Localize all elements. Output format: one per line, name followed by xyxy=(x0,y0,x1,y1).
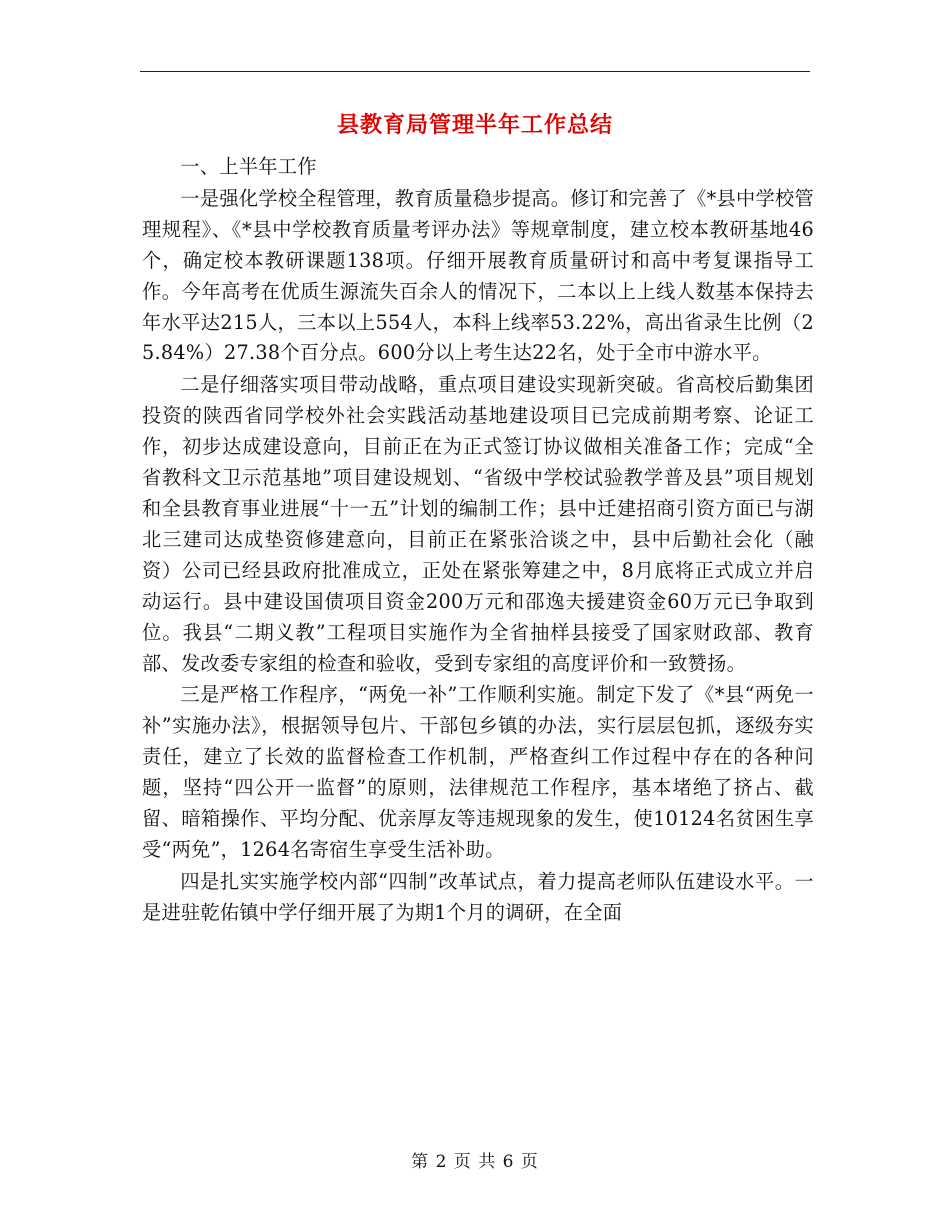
document-body xyxy=(142,152,814,929)
section-heading: 一、上半年工作 xyxy=(180,155,317,178)
page-number: 第 2 页 共 6 页 xyxy=(411,1152,539,1172)
paragraph: 二是仔细落实项目带动战略，重点项目建设实现新突破。省高校后勤集团投资的陕西省同学校外社会实践活动基地建设项目已完成前期考察、论证工作，初步达成建设意向，目前正在为正式签订协议做相关准备工作；完成“全省教科文卫示范基地”项目建设规划、“省级中学校试验教学普及县”项目规划和全县教育事业进展“十一五”计划的编制工作；县中迁建招商引资方面已与湖北三建司达成垫资修建意向，目前正在紧张洽谈之中，县中后勤社会化（融资）公司已经县政府批准成立，正处在紧张筹建之中，8月底将正式成立并启动运行。县中建设国债项目资金200万元和邵逸夫援建资金60万元已争取到位。我县“二期义教”工程项目实施作为全省抽样县接受了国家财政部、教育部、发改委专家组的检查和验收，受到专家组的高度评价和一致赞扬。 xyxy=(142,373,814,675)
paragraph: 三是严格工作程序，“两免一补”工作顺利实施。制定下发了《*县“两免一补”实施办法》，根据领导包片、干部包乡镇的办法，实行层层包抓，逐级夯实责任，建立了长效的监督检查工作机制，严格查纠工作过程中存在的各种问题，坚持“四公开一监督”的原则，法律规范工作程序，基本堵绝了挤占、截留、暗箱操作、平均分配、优亲厚友等违规现象的发生，使10124名贫困生享受“两免”，1264名寄宿生享受生活补助。 xyxy=(142,683,814,861)
header-rule xyxy=(140,71,810,72)
paragraph: 一是强化学校全程管理，教育质量稳步提高。修订和完善了《*县中学校管理规程》、《*县中学校教育质量考评办法》等规章制度，建立校本教研基地46个，确定校本教研课题138项。仔细开展教育质量研讨和高中考复课指导工作。今年高考在优质生源流失百余人的情况下，二本以上上线人数基本保持去年水平达215人，三本以上554人，本科上线率53.22%，高出省录生比例（25.84%）27.38个百分点。600分以上考生达22名，处于全市中游水平。 xyxy=(142,186,814,365)
paragraph: 四是扎实实施学校内部“四制”改革试点，着力提高老师队伍建设水平。一是进驻乾佑镇中学仔细开展了为期1个月的调研，在全面 xyxy=(142,869,814,924)
document-title: 县教育局管理半年工作总结 xyxy=(336,113,613,138)
